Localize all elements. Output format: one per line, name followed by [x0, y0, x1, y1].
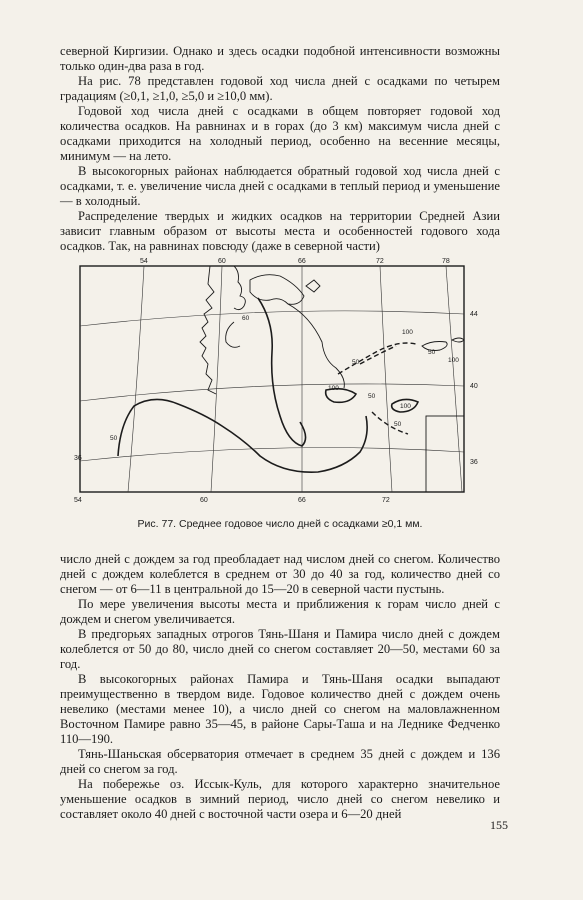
- tick-label: 36: [74, 455, 82, 462]
- paragraph: В предгорьях западных отрогов Тянь-Шаня и Памира число дней с дождем колеблется от 50 до 80, число дней со снегом составляет 20—50, местами 60 за год.: [60, 627, 500, 671]
- inset-box: [426, 416, 464, 492]
- tick-label: 72: [376, 258, 384, 265]
- isoline-60: [258, 298, 306, 446]
- isolines: [118, 298, 418, 472]
- tick-label: 36: [470, 459, 478, 466]
- paragraph: В высокогорных районах Памира и Тянь-Шаня осадки выпадают преимущественно в твердом виде. Годовое количество дней с дождем очень невелико (местами менее 10), а число дней со снегом на маловлажненном Восточном Памире равно 35—45, в районе Сары-Таша и на Леднике Федченко 110—190.: [60, 672, 500, 746]
- isoline-50: [118, 399, 367, 472]
- coastline: [200, 266, 464, 394]
- page-number: 155: [490, 818, 508, 832]
- tick-label: 44: [470, 311, 478, 318]
- isoline-label: 50: [110, 435, 118, 442]
- tick-label: 66: [298, 497, 306, 504]
- isoline-label: 50: [352, 359, 360, 366]
- paragraph: Годовой ход числа дней с осадками в общем повторяет годовой ход количества осадков. На равнинах и в горах (до 3 км) максимум числа дней с осадками приходится на холодный период, особенно на весенние месяцы, минимум — на лето.: [60, 104, 500, 163]
- tick-label: 78: [442, 258, 450, 265]
- paragraph: северной Киргизии. Однако и здесь осадки подобной интенсивности возможны только один-два раза в год.: [60, 44, 500, 73]
- tick-label: 54: [140, 258, 148, 265]
- dashed-isolines: [338, 343, 416, 434]
- tick-label: 72: [382, 497, 390, 504]
- tick-label: 60: [218, 258, 226, 265]
- isoline-label: 100: [448, 357, 459, 364]
- isoline-100-dashed: [338, 343, 416, 374]
- isoline-50-dashed: [360, 346, 396, 364]
- isoline-label: 50: [368, 393, 376, 400]
- paragraph: В высокогорных районах наблюдается обратный годовой ход числа дней с осадками, т. е. увеличение числа дней с осадками в теплый период и уменьшение — в холодный.: [60, 164, 500, 208]
- tick-label: 66: [298, 258, 306, 265]
- isoline-label: 50: [394, 421, 402, 428]
- paragraph: На рис. 78 представлен годовой ход числа дней с осадками по четырем градациям (≥0,1, ≥1,0, ≥5,0 и ≥10,0 мм).: [60, 74, 500, 103]
- paragraph: По мере увеличения высоты места и приближения к горам число дней с дождем и снегом увеличивается.: [60, 597, 500, 626]
- paragraph: Распределение твердых и жидких осадков на территории Средней Азии зависит главным образом от высоты места и особенностей годового хода осадков. Так, на равнинах повсюду (даже в северной части): [60, 209, 500, 253]
- meridian-lines: [128, 266, 462, 492]
- tick-label: 60: [200, 497, 208, 504]
- tick-label: 40: [470, 383, 478, 390]
- isoline-label: 100: [400, 403, 411, 410]
- figure-caption: Рис. 77. Среднее годовое число дней с осадками ≥0,1 мм.: [137, 518, 423, 530]
- isoline-50-south: [372, 412, 408, 434]
- top-text-block: [60, 44, 500, 254]
- bottom-text-block: [60, 552, 500, 822]
- isoline-label: 50: [428, 349, 436, 356]
- isoline-label: 100: [402, 329, 413, 336]
- tick-label: 54: [74, 497, 82, 504]
- isoline-label: 60: [242, 315, 250, 322]
- paragraph: число дней с дождем за год преобладает над числом дней со снегом. Количество дней с дождем колеблется в среднем от 30 до 40 за год, количество дней со снегом — от 6—11 в центральной до 15—20 в северной части пустынь.: [60, 552, 500, 596]
- isoline-map: [74, 256, 509, 506]
- isoline-label: 100: [328, 385, 339, 392]
- paragraph: На побережье оз. Иссык-Куль, для которого характерно значительное уменьшение осадков в зимний период, число дней со снегом невелико и составляет около 40 дней с восточной части озера и 6—20 дней: [60, 777, 500, 821]
- paragraph: Тянь-Шаньская обсерватория отмечает в среднем 35 дней с дождем и 136 дней со снегом за год.: [60, 747, 500, 776]
